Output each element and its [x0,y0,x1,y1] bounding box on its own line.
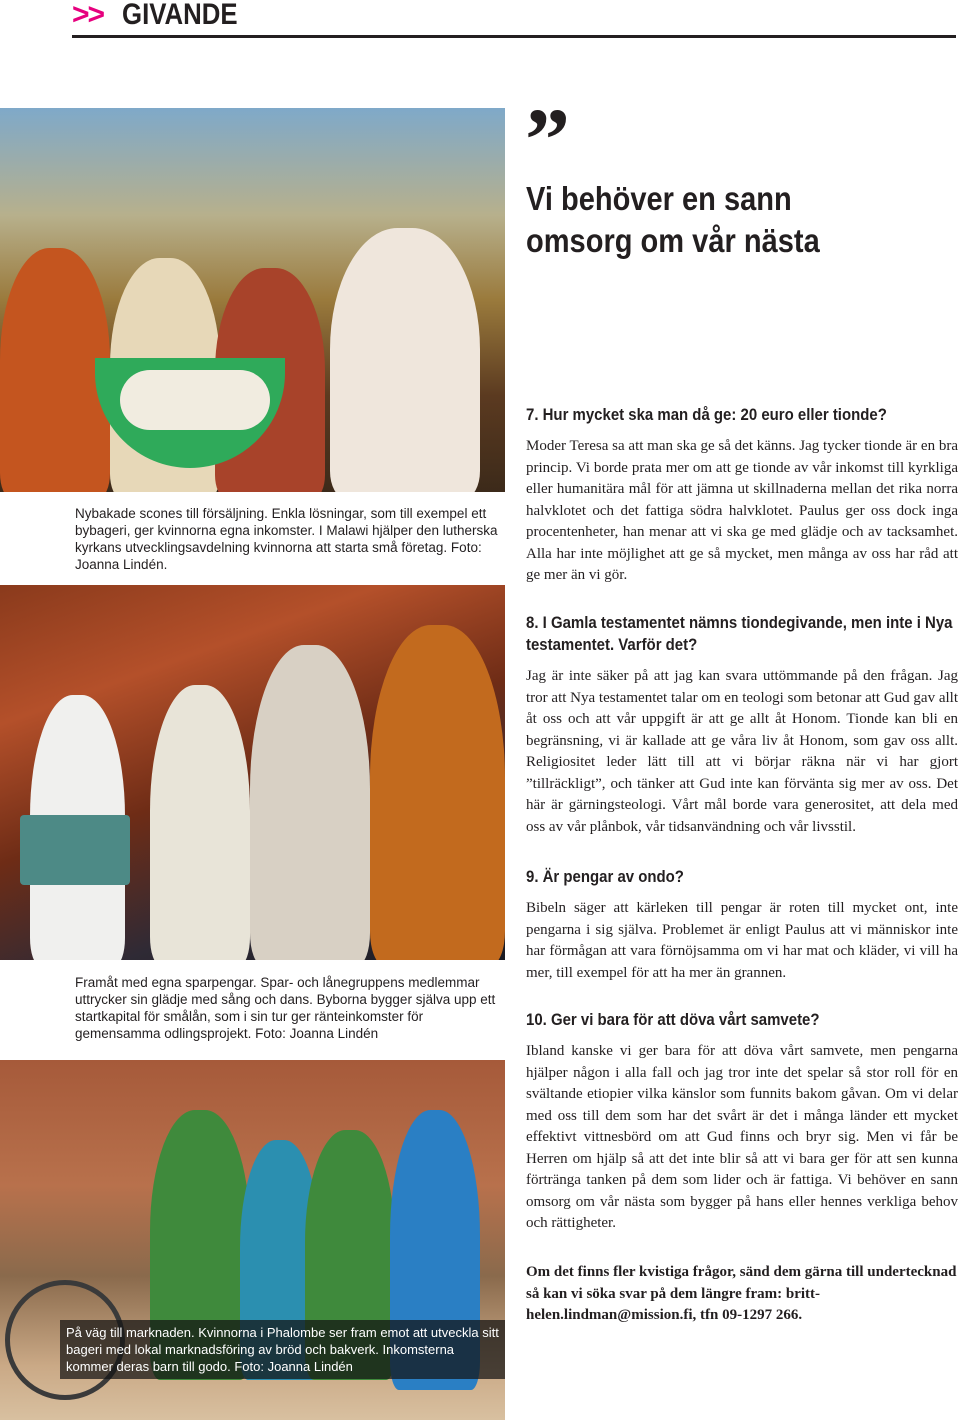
page-header [72,0,956,38]
quote-mark: ” [525,91,570,190]
photo-scones [0,108,505,492]
answer-text: Moder Teresa sa att man ska ge så det känns. Jag tycker tionde är en bra princip. Vi borde prata mer om att ge tionde av vår inkomst till kyrkliga eller humanitära mål för att jämna ut skillnaderna mellan det rika norra halvklotet och det fattiga södra halvklotet. Paulus ger oss dock inga procentenheter, han menar att vi ska ge med glädje och av tacksamhet. Alla har inte möjlighet att ge så mycket, men många av oss har råd att ge mer än vi gör. [526,438,958,583]
qa-item [526,866,958,984]
answer-text: Ibland kanske vi ger bara för att döva vårt samvete, men pengarna hjälper någon i alla fall och jag tror inte det spelar så stor roll för en svältande etiopier vilka känslor som funnits bakom gåvan. Om vi delar med oss till dem som har det svårt är det i många länder ett mycket effektivt vittnesbörd om att Gud finns och bryr sig. Men vi får be Herren om hjälp så att det inte blir så att vi bara ger för att sen kunna förtränga tanken på dem som lider och är fattiga. Vi behöver en sann omsorg om vår nästa som bygger på hans eller hennes verkliga behov och rättigheter. [526,1043,958,1231]
photo-caption-scones: Nybakade scones till försäljning. Enkla lösningar, som till exempel ett bybageri, ger kvinnorna egna inkomster. I Malawi hjälper den lutherska kyrkans utvecklingsavdelning kvinnorna att starta små företag. Foto: Joanna Lindén. [75,506,498,572]
qa-item [526,612,958,838]
question-heading: 10. Ger vi bara för att döva vårt samvete? [526,1010,820,1029]
section-arrows: >> [72,0,104,31]
question-heading: 9. Är pengar av ondo? [526,867,684,886]
question-heading: 8. I Gamla testamentet nämns tiondegivande, men inte i Nya testamentet. Varför det? [526,613,953,654]
photo-caption-savings-group: Framåt med egna sparpengar. Spar- och lånegruppens medlemmar uttrycker sin glädje med sång och dans. Byborna bygger själva upp ett startkapital för smålån, som i sin tur ger ränteinkomster för gemensamma odlingsprojekt. Foto: Joanna Lindén [75,975,496,1041]
answer-text: Bibeln säger att kärleken till pengar är roten till mycket ont, inte pengarna i sig själva. Problemet är enligt Paulus att vi människor inte har förmågan att vara förnöjsamma om vi har mat och kläder, vi vill ha mer, till exempel för att ha mer än grannen. [526,900,958,981]
photo-savings-group [0,585,505,960]
qa-item [526,404,958,587]
photo-caption-bicycle: På väg till marknaden. Kvinnorna i Phalombe ser fram emot att utveckla sitt bageri med lokal marknadsföring av bröd och bakverk. Inkomsterna kommer deras barn till godo. Foto: Joanna Lindén [60,1320,505,1379]
question-heading: 7. Hur mycket ska man då ge: 20 euro eller tionde? [526,405,887,424]
closing-contact-note: Om det finns fler kvistiga frågor, sänd dem gärna till undertecknad så kan vi söka svar på dem längre fram: britt-helen.lindman@mission.fi, tfn 09-1297 266. [526,1264,957,1323]
qa-item [526,1009,958,1235]
pull-quote: Vi behöver en sann omsorg om vår nästa [526,180,820,259]
section-title: GIVANDE [122,0,238,31]
answer-text: Jag är inte säker på att jag kan svara uttömmande på den frågan. Jag tror att Nya testamentet talar om en teologi som betonar att Gud gav allt åt oss och att vår uppgift är att ge allt åt Honom. Tionde kan bli en begränsning, vi är kallade att ge våra liv åt Honom, som gav oss allt. Religiositet leder lätt till att vi börjar räkna när vi har gjort ”tillräckligt”, och tänker att Gud inte kan förvänta sig mer av oss. Det här är gärningsteologi. Vårt mål borde vara generositet, att dela med oss av vår plånbok, vår tidsanvändning och vår livsstil. [526,668,958,835]
